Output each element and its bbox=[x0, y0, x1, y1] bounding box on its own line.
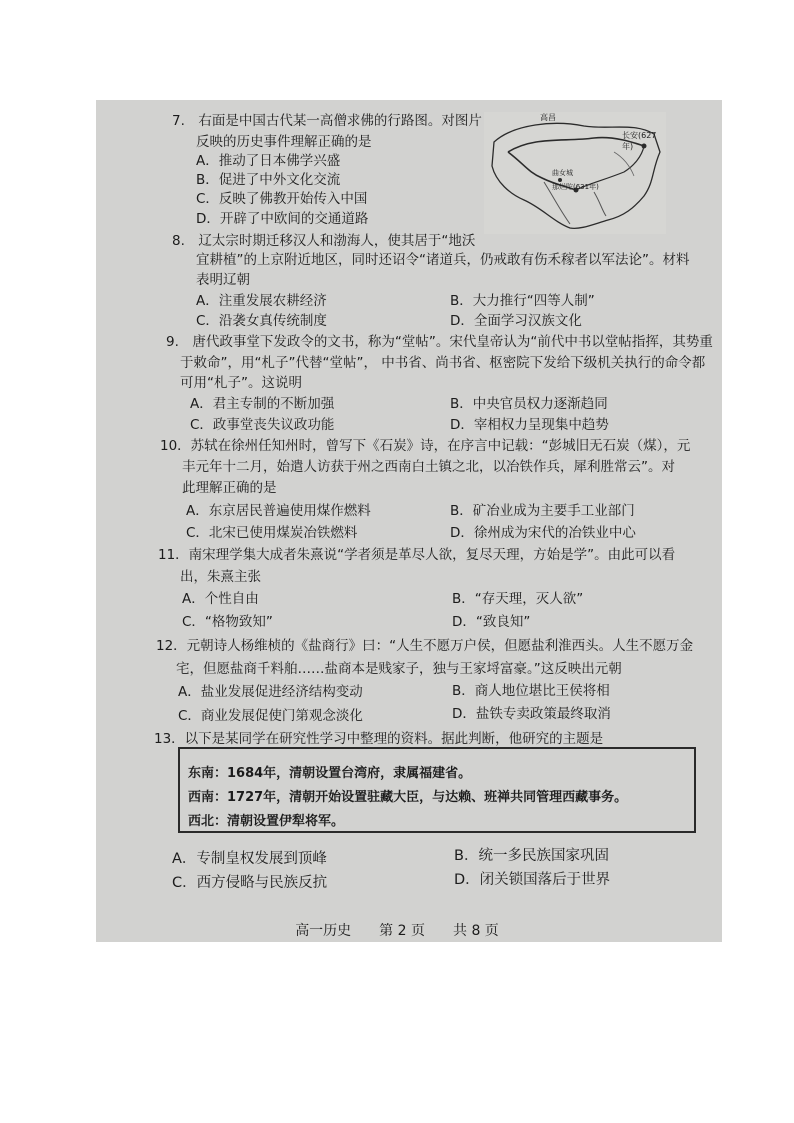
map-label-changan: 长安(627年) bbox=[622, 131, 657, 151]
q10-stem-line-3: 此理解正确的是 bbox=[182, 480, 277, 496]
q12-option-d: D．盐铁专卖政策最终取消 bbox=[452, 706, 611, 722]
q10-option-c: C．北宋已使用煤炭冶铁燃料 bbox=[186, 525, 358, 541]
q12-option-a: A．盐业发展促进经济结构变动 bbox=[178, 684, 363, 700]
q11-stem-line-2: 出，朱熹主张 bbox=[180, 569, 261, 585]
q10-option-b: B．矿冶业成为主要手工业部门 bbox=[450, 503, 635, 519]
q7-option-b: B．促进了中外文化交流 bbox=[196, 172, 341, 188]
q13-material-southeast: 东南：1684年，清朝设置台湾府，隶属福建省。 bbox=[188, 766, 472, 781]
q8-option-b: B．大力推行“四等人制” bbox=[450, 293, 595, 309]
q10-stem-line-1: 10．苏轼在徐州任知州时，曾写下《石炭》诗，在序言中记载：“彭城旧无石炭（煤），元 bbox=[160, 438, 691, 454]
q7-stem-line-2: 反映的历史事件理解正确的是 bbox=[196, 134, 372, 150]
q11-option-a: A．个性自由 bbox=[182, 591, 259, 607]
q11-option-c: C．“格物致知” bbox=[182, 614, 273, 630]
q12-stem-line-1: 12．元朝诗人杨维桢的《盐商行》曰：“人生不愿万户侯，但愿盐利淮西头。人生不愿万金 bbox=[156, 638, 694, 654]
q9-stem-line-2: 于敕命”，用“札子”代替“堂帖”， 中书省、尚书省、枢密院下发给下级机关执行的命令都 bbox=[180, 355, 706, 371]
q12-option-b: B．商人地位堪比王侯将相 bbox=[452, 683, 610, 699]
q7-option-c: C．反映了佛教开始传入中国 bbox=[196, 191, 368, 207]
q7-option-a: A．推动了日本佛学兴盛 bbox=[196, 153, 341, 169]
q9-option-c: C．政事堂丧失议政功能 bbox=[190, 417, 335, 433]
map-label-nalanda: 那烂陀(631年) bbox=[552, 183, 599, 191]
q9-stem-line-1: 9. 唐代政事堂下发政令的文书，称为“堂帖”。宋代皇帝认为“前代中书以堂帖指挥，其势重 bbox=[166, 334, 713, 350]
q10-option-d: D．徐州成为宋代的冶铁业中心 bbox=[450, 525, 636, 541]
q11-option-b: B．“存天理，灭人欲” bbox=[452, 591, 584, 607]
q13-option-a: A．专制皇权发展到顶峰 bbox=[172, 851, 327, 867]
map-label-gaochang: 高昌 bbox=[540, 113, 556, 122]
q7-option-d: D．开辟了中欧间的交通道路 bbox=[196, 211, 369, 227]
q13-option-c: C．西方侵略与民族反抗 bbox=[172, 875, 328, 891]
q9-option-d: D．宰相权力呈现集中趋势 bbox=[450, 417, 609, 433]
map-label-qunvcheng: 曲女城 bbox=[552, 169, 573, 177]
q11-stem-line-1: 11．南宋理学集大成者朱熹说“学者须是革尽人欲，复尽天理，方始是学”。由此可以看 bbox=[158, 547, 676, 563]
q13-option-b: B．统一多民族国家巩固 bbox=[454, 848, 609, 864]
q8-option-a: A．注重发展农耕经济 bbox=[196, 293, 327, 309]
q12-option-c: C．商业发展促使门第观念淡化 bbox=[178, 708, 363, 724]
q13-stem: 13．以下是某同学在研究性学习中整理的资料。据此判断，他研究的主题是 bbox=[154, 731, 604, 747]
q9-option-a: A．君主专制的不断加强 bbox=[190, 396, 335, 412]
q9-option-b: B．中央官员权力逐渐趋同 bbox=[450, 396, 608, 412]
q12-stem-line-2: 宅，但愿盐商千料舶……盐商本是贱家子，独与王家埒富豪。”这反映出元朝 bbox=[176, 661, 622, 677]
q13-material-southwest: 西南：1727年，清朝开始设置驻藏大臣，与达赖、班禅共同管理西藏事务。 bbox=[188, 790, 628, 805]
q8-stem-line-2: 宜耕植”的上京附近地区，同时还诏令“诸道兵，仍戒敢有伤禾稼者以军法论”。材料 bbox=[196, 252, 690, 268]
q11-option-d: D．“致良知” bbox=[452, 614, 531, 630]
q10-option-a: A．东京居民普遍使用煤作燃料 bbox=[186, 503, 371, 519]
q8-stem-line-3: 表明辽朝 bbox=[196, 272, 250, 288]
page-footer: 高一历史 第 2 页 共 8 页 bbox=[295, 923, 499, 939]
q8-stem-line-1: 8. 辽太宗时期迁移汉人和渤海人，使其居于“地沃 bbox=[172, 233, 476, 249]
q10-stem-line-2: 丰元年十二月，始遣人访获于州之西南白土镇之北，以冶铁作兵，犀利胜常云”。对 bbox=[182, 459, 675, 475]
q13-material-northwest: 西北：清朝设置伊犁将军。 bbox=[188, 814, 345, 829]
monk-route-map bbox=[484, 112, 666, 234]
q13-material-box bbox=[178, 747, 696, 833]
q7-stem-line-1: 7. 右面是中国古代某一高僧求佛的行路图。对图片 bbox=[172, 113, 482, 129]
q8-option-d: D．全面学习汉族文化 bbox=[450, 313, 582, 329]
q9-stem-line-3: 可用“札子”。这说明 bbox=[180, 375, 302, 391]
q8-option-c: C．沿袭女真传统制度 bbox=[196, 313, 327, 329]
q13-option-d: D．闭关锁国落后于世界 bbox=[454, 872, 611, 888]
